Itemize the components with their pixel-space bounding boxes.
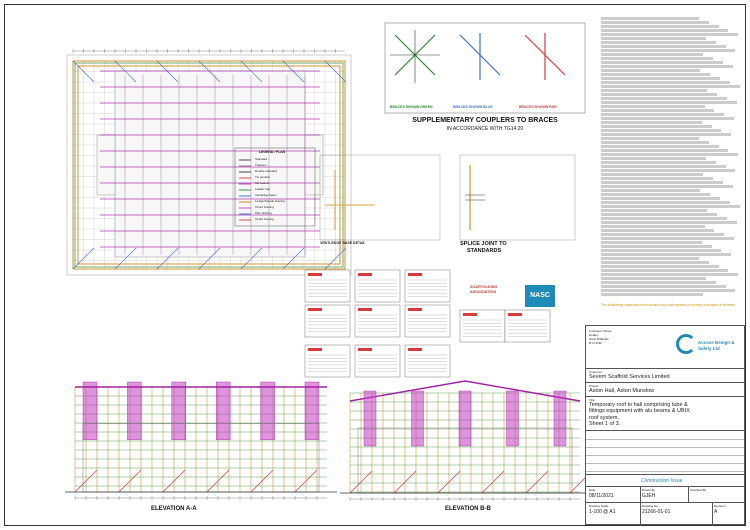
company-address	[589, 329, 639, 345]
scaffolding-association-logo: SCAFFOLDING ASSOCIATION	[458, 285, 518, 305]
note-line	[601, 241, 702, 244]
splice-title: SPLICE JOINT TO	[460, 241, 507, 247]
general-notes	[601, 17, 741, 312]
note-line	[601, 61, 723, 64]
note-line	[601, 253, 731, 256]
supp-couplers-title: SUPPLEMENTARY COUPLERS TO BRACES	[412, 117, 558, 124]
warning-header-bar	[408, 348, 422, 351]
note-line	[601, 181, 723, 184]
note-line	[601, 73, 710, 76]
elevation-a-title: ELEVATION A-A	[151, 506, 197, 512]
warning-header-bar	[408, 308, 422, 311]
note-line	[601, 25, 719, 28]
elevation-b-title: ELEVATION B-B	[445, 506, 491, 512]
legend-item: Ventledge beam	[255, 193, 277, 197]
scale-label: Drawing Scale	[589, 504, 609, 508]
project-value: Aston Hall, Aston Munslow	[589, 388, 655, 394]
note-line	[601, 237, 734, 240]
note-line	[601, 245, 712, 248]
address-line: DY3 2NR	[589, 341, 602, 345]
note-line	[601, 161, 716, 164]
legend-title: LEGEND: PLAN	[258, 150, 286, 154]
braces-green-label: BRACES SHOWN GREEN	[390, 105, 433, 109]
title-label: Title	[589, 398, 595, 402]
status-label: Construction Issue	[641, 478, 683, 484]
title-line: roof system.	[589, 414, 619, 421]
note-line	[601, 177, 713, 180]
drawn-label: Drawn By	[642, 488, 656, 492]
note-line	[601, 21, 709, 24]
note-line	[601, 117, 734, 120]
note-line	[601, 157, 706, 160]
title-line: Sheet 1 of 3.	[589, 420, 621, 427]
warning-header-bar	[308, 308, 322, 311]
warning-header-bar	[408, 273, 422, 276]
note-line	[601, 153, 738, 156]
note-line	[601, 93, 717, 96]
warning-header-bar	[508, 313, 522, 316]
note-line	[601, 69, 700, 72]
note-line	[601, 205, 740, 208]
client-label: Customer	[589, 370, 603, 374]
note-line	[601, 109, 714, 112]
braces-blue-label: BRACES SHOWN BLUE	[453, 105, 493, 109]
legend-item: Ladder bay	[255, 187, 271, 191]
note-line	[601, 221, 737, 224]
note-line	[601, 53, 703, 56]
revision-row	[586, 440, 744, 448]
note-line	[601, 173, 703, 176]
note-line	[601, 233, 724, 236]
legend-item: Alu beams	[255, 181, 270, 185]
drawing-no-value: 21266-01-01	[642, 509, 671, 515]
note-line	[601, 121, 702, 124]
note-line	[601, 77, 720, 80]
scale-value: 1-100 @ A1	[589, 509, 616, 515]
note-line	[601, 113, 724, 116]
warning-header-bar	[308, 348, 322, 351]
revision-row	[586, 456, 744, 464]
note-line	[601, 213, 717, 216]
warning-header-bar	[308, 273, 322, 276]
title-value	[589, 402, 690, 427]
rev-label: Revision	[714, 504, 726, 508]
note-line	[601, 129, 721, 132]
checked-label: Checked By	[690, 488, 707, 492]
note-line	[601, 81, 730, 84]
note-line	[601, 209, 707, 212]
splice-sub: STANDARDS	[467, 248, 502, 254]
legend-item: Ledger/facade bracing	[255, 199, 285, 203]
supervisor-note: The scaffolding supervisor must ensure that a safe system of working is adopted at all times	[601, 303, 735, 307]
note-line	[601, 197, 720, 200]
legend-item: Tie position	[255, 175, 271, 179]
note-line	[601, 273, 738, 276]
note-line	[601, 265, 719, 268]
note-line	[601, 217, 727, 220]
note-line	[601, 125, 712, 128]
splice-and-ventledge-details	[320, 155, 575, 240]
note-line	[601, 281, 716, 284]
revision-row	[586, 464, 744, 472]
elevation-a	[65, 382, 337, 500]
note-line	[601, 189, 700, 192]
note-line	[601, 225, 705, 228]
note-line	[601, 169, 735, 172]
elevation-b	[340, 381, 592, 501]
brace-details	[385, 23, 585, 113]
drawn-value: GJEH	[642, 493, 656, 499]
nasc-logo: NASC	[525, 285, 555, 307]
note-line	[601, 145, 719, 148]
warning-header-bar	[358, 273, 372, 276]
note-line	[601, 293, 703, 296]
note-line	[601, 137, 699, 140]
drawing-no-label: Drawing No.	[642, 504, 659, 508]
address-line: Dudley	[589, 333, 599, 337]
note-line	[601, 57, 713, 60]
legend-item: Chord bracing	[255, 217, 274, 221]
note-line	[601, 133, 731, 136]
note-line	[601, 65, 733, 68]
note-line	[601, 229, 714, 232]
company-name: Access Design & Safety Ltd	[698, 340, 735, 351]
legend-item: Standard	[255, 157, 268, 161]
revision-table	[586, 432, 744, 472]
note-line	[601, 85, 740, 88]
date-value: 08/11/2021	[589, 493, 614, 499]
note-line	[601, 193, 710, 196]
note-line	[601, 149, 728, 152]
warning-header-bar	[463, 313, 477, 316]
note-line	[601, 45, 726, 48]
legend-item: Double standard	[255, 169, 278, 173]
legend-item: Transom	[255, 163, 267, 167]
warning-header-bar	[358, 308, 372, 311]
rev-value: A	[714, 509, 718, 515]
project-label: Project	[589, 384, 599, 388]
title-line: Temporary roof to hall comprising tube &	[589, 402, 688, 408]
drawing-sheet	[4, 4, 746, 526]
braces-red-label: BRACES SHOWN RED	[519, 105, 557, 109]
date-label: Date	[589, 488, 596, 492]
note-line	[601, 201, 730, 204]
note-line	[601, 277, 706, 280]
address-line: 1 Pearson Street	[589, 329, 612, 333]
note-line	[601, 29, 728, 32]
note-line	[601, 97, 727, 100]
title-line: fittings equipment with alu beams & UBIX	[589, 408, 690, 415]
address-line: West Midlands	[589, 337, 609, 341]
note-line	[601, 261, 709, 264]
note-line	[601, 49, 735, 52]
note-line	[601, 105, 705, 108]
warning-header-bar	[358, 348, 372, 351]
note-line	[601, 33, 738, 36]
client-value: Severn Scaffold Services Limited	[589, 374, 670, 380]
legend-item: Chord bracing	[255, 205, 274, 209]
note-line	[601, 89, 707, 92]
note-line	[601, 185, 733, 188]
note-line	[601, 165, 726, 168]
legend-list	[255, 157, 315, 223]
company-logo-mark	[676, 332, 700, 354]
note-line	[601, 37, 706, 40]
note-line	[601, 269, 728, 272]
ventledge-label: VENTLEDGE BASE DETAIL	[320, 241, 366, 245]
note-line	[601, 101, 737, 104]
note-line	[601, 41, 716, 44]
note-line	[601, 249, 721, 252]
revision-row	[586, 432, 744, 440]
note-line	[601, 17, 699, 20]
revision-row	[586, 448, 744, 456]
note-line	[601, 257, 699, 260]
supp-couplers-sub: IN ACCORDANCE WITH TG14:20	[446, 126, 524, 132]
note-line	[601, 289, 735, 292]
note-line	[601, 285, 726, 288]
legend-item: Plan bracing	[255, 211, 272, 215]
title-block	[585, 325, 745, 525]
note-line	[601, 141, 709, 144]
